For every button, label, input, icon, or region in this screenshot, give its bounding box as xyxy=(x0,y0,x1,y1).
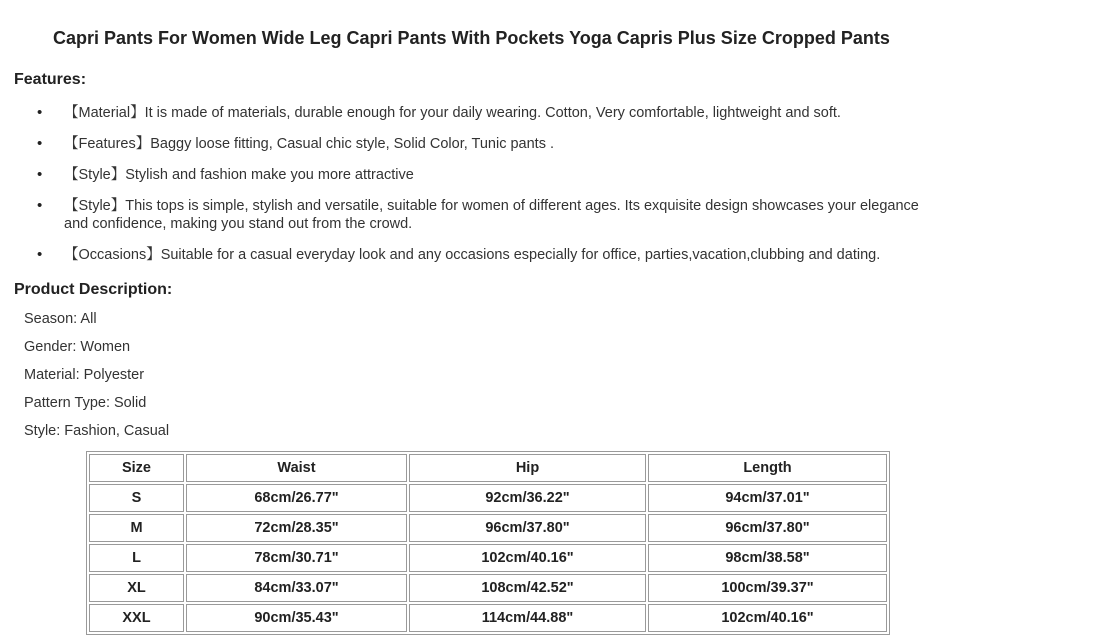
cell-size: XL xyxy=(89,574,184,602)
cell-length: 102cm/40.16" xyxy=(648,604,887,632)
feature-item-occasions: • 【Occasions】Suitable for a casual everyday look and any occasions especially for office, parties,vacation,clubbing and dating. xyxy=(0,246,944,264)
table-row xyxy=(89,484,887,512)
product-description-list xyxy=(24,309,169,449)
product-title: Capri Pants For Women Wide Leg Capri Pants With Pockets Yoga Capris Plus Size Cropped Pants xyxy=(53,28,890,48)
features-heading: Features: xyxy=(14,71,87,88)
cell-size: L xyxy=(89,544,184,572)
cell-hip: 108cm/42.52" xyxy=(409,574,646,602)
cell-waist: 68cm/26.77" xyxy=(186,484,407,512)
description-material: Material: Polyester xyxy=(24,367,145,383)
cell-waist: 90cm/35.43" xyxy=(186,604,407,632)
feature-item-style: • 【Style】Stylish and fashion make you more attractive xyxy=(0,166,944,184)
header-waist: Waist xyxy=(186,454,407,482)
cell-hip: 114cm/44.88" xyxy=(409,604,646,632)
header-length: Length xyxy=(648,454,887,482)
header-size: Size xyxy=(89,454,184,482)
product-description-heading: Product Description: xyxy=(14,281,173,298)
table-row xyxy=(89,574,887,602)
cell-size: S xyxy=(89,484,184,512)
table-row xyxy=(89,514,887,542)
cell-waist: 84cm/33.07" xyxy=(186,574,407,602)
cell-length: 96cm/37.80" xyxy=(648,514,887,542)
cell-hip: 92cm/36.22" xyxy=(409,484,646,512)
description-style: Style: Fashion, Casual xyxy=(24,423,170,439)
table-row xyxy=(89,544,887,572)
table-row xyxy=(89,604,887,632)
table-header-row xyxy=(89,454,887,482)
feature-item-features: • 【Features】Baggy loose fitting, Casual chic style, Solid Color, Tunic pants . xyxy=(0,135,944,153)
cell-size: M xyxy=(89,514,184,542)
cell-length: 100cm/39.37" xyxy=(648,574,887,602)
cell-waist: 72cm/28.35" xyxy=(186,514,407,542)
feature-item-material: • 【Material】It is made of materials, durable enough for your daily wearing. Cotton, Very comfortable, lightweight and soft. xyxy=(0,104,944,122)
cell-size: XXL xyxy=(89,604,184,632)
size-chart-table xyxy=(86,451,890,635)
description-pattern-type: Pattern Type: Solid xyxy=(24,395,147,411)
cell-hip: 96cm/37.80" xyxy=(409,514,646,542)
description-gender: Gender: Women xyxy=(24,339,131,355)
cell-length: 94cm/37.01" xyxy=(648,484,887,512)
cell-hip: 102cm/40.16" xyxy=(409,544,646,572)
features-list xyxy=(0,104,1000,277)
header-hip: Hip xyxy=(409,454,646,482)
feature-item-style-versatile: • 【Style】This tops is simple, stylish and versatile, suitable for women of different ages. Its exquisite design showcases your elegance and confidence, making you stand out from the crowd. xyxy=(0,197,944,233)
description-season: Season: All xyxy=(24,311,97,327)
cell-length: 98cm/38.58" xyxy=(648,544,887,572)
cell-waist: 78cm/30.71" xyxy=(186,544,407,572)
